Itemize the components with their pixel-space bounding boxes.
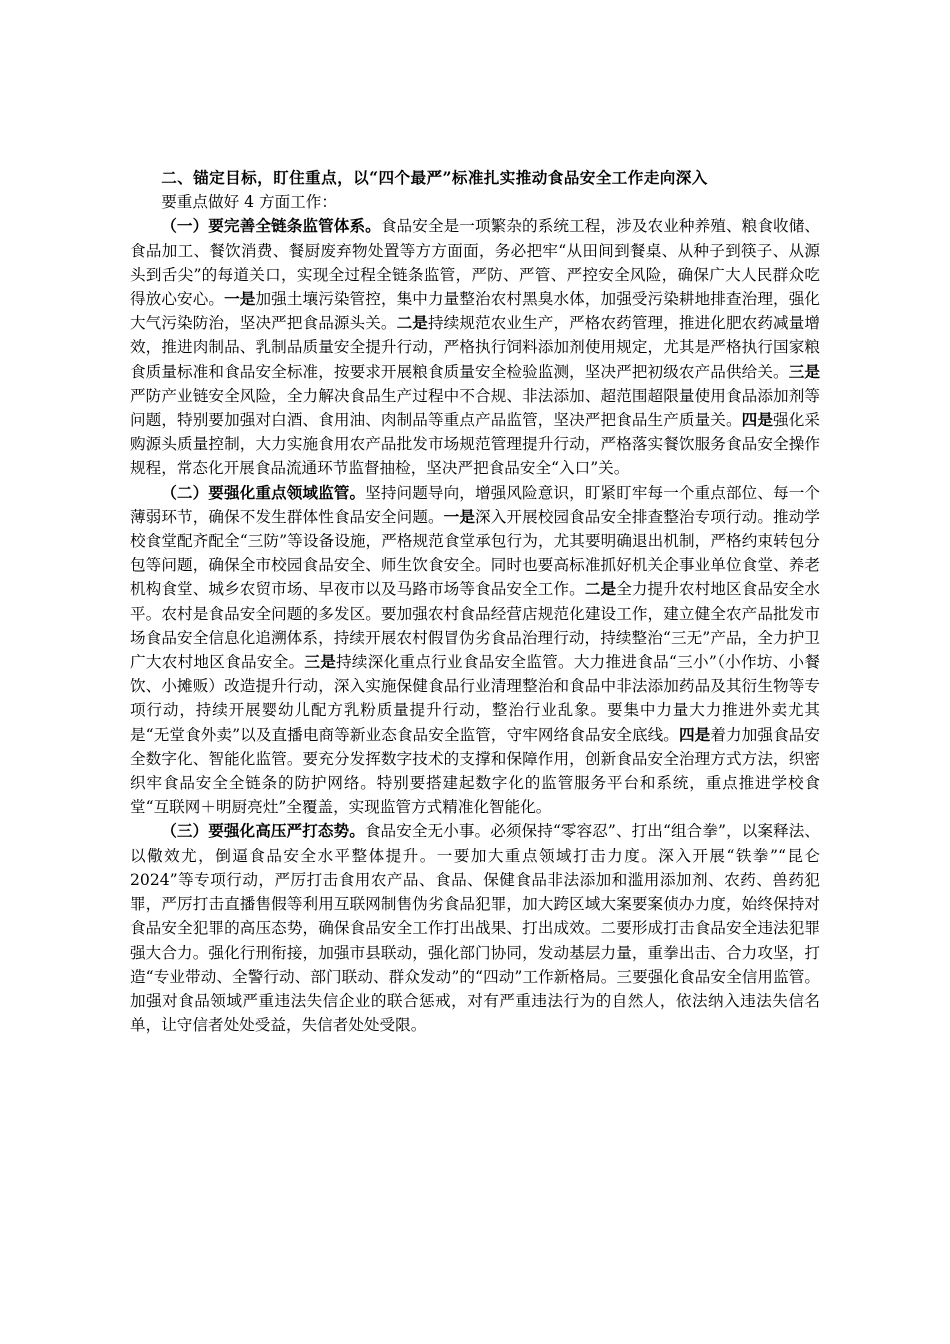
text-segment: 深入开展校园食品安全排查整治专项行动。推动学校食堂配齐配全“三防”等设备设施，严格规范食堂承包行为，尤其要明确退出机制，严格约束转包分包等问题，确保全市校园食品安全、师生饮食安全。同时也要高标准抓好机关企事业单位食堂、养老机构食堂、城乡农贸市场、早夜市以及马路市场等食品安全工作。 bbox=[130, 507, 820, 599]
section-3-paragraph bbox=[130, 819, 820, 1037]
text-segment: 着力加强食品安全数字化、智能化监管。要充分发挥数字技术的支撑和保障作用，创新食品安全治理方式方法，织密织牢食品安全全链条的防护网络。特别要搭建起数字化的监管服务平台和系统，重点推进学校食堂“互联网＋明厨亮灶”全覆盖，实现监管方式精准化智能化。 bbox=[130, 725, 820, 817]
text-segment: 强化采购源头质量控制，大力实施食用农产品批发市场规范管理提升行动，严格落实餐饮服务食品安全操作规程，常态化开展食品流通环节监督抽检，坚决严把食品安全“入口”关。 bbox=[130, 411, 820, 478]
bold-marker: 三是 bbox=[788, 361, 820, 381]
section-2-paragraph bbox=[130, 481, 820, 820]
section-heading: 二、锚定目标，盯住重点，以“四个最严”标准扎实推动食品安全工作走向深入 bbox=[161, 168, 708, 187]
bold-marker: 二是 bbox=[396, 313, 428, 333]
text-segment: 严防产业链安全风险，全力解决食品生产过程中不合规、非法添加、超范围超限量使用食品添加剂等问题，特别要加强对白酒、食用油、肉制品等重点产品监管，坚决严把食品生产质量关。 bbox=[130, 386, 820, 430]
text-segment: 持续深化重点行业食品安全监管。大力推进食品“三小”（小作坊、小餐饮、小摊贩）改造提升行动，深入实施保健食品行业清理整治和食品中非法添加药品及其衍生物等专项行动，持续开展婴幼儿配方乳粉质量提升行动，整治行业乱象。要集中力量大力推进外卖尤其是“无堂食外卖”以及直播电商等新业态食品安全监管，守牢网络食品安全底线。 bbox=[130, 653, 820, 744]
bold-marker: 三是 bbox=[304, 652, 337, 672]
text-segment: 食品安全无小事。必须保持“零容忍”、打出“组合拳”，以案释法、以儆效尤，倒逼食品安全水平整体提升。一要加大重点领域打击力度。深入开展“铁拳”“昆仑 2024”等专项行动，严厉打击食用农产品、食品、保健食品非法添加和滥用添加剂、农药、兽药犯罪，严厉打击直播售假等利用互联网制售伪劣食品犯罪，加大跨区域大案要案侦办力度，始终保持对食品安全犯罪的高压态势，确保食品安全工作打出战果、打出成效。二要形成打击食品安全违法犯罪强大合力。强化行刑衔接，加强市县联动，强化部门协同，发动基层力量，重拳出击、合力攻坚，打造“专业带动、全警行动、部门联动、群众发动”的“四动”工作新格局。三要强化食品安全信用监管。加强对食品领域严重违法失信企业的联合惩戒，对有严重违法行为的自然人，依法纳入违法失信名单，让守信者处处受益，失信者处处受限。 bbox=[130, 822, 820, 1035]
text-segment: 持续规范农业生产，严格农药管理，推进化肥农药减量增效，推进肉制品、乳制品质量安全提升行动，严格执行饲料添加剂使用规定，尤其是严格执行国家粮食质量标准和食品安全标准，按要求开展粮食质量安全检验监测，坚决严把初级农产品供给关。 bbox=[130, 314, 820, 381]
text-segment: 全力提升农村地区食品安全水平。农村是食品安全问题的多发区。要加强农村食品经营店规范化建设工作，建立健全农产品批发市场食品安全信息化追溯体系，持续开展农村假冒伪劣食品治理行动，持续整治“三无”产品，全力护卫广大农村地区食品安全。 bbox=[130, 580, 820, 672]
text-segment: 坚持问题导向，增强风险意识，盯紧盯牢每一个重点部位、每一个薄弱环节，确保不发生群体性食品安全问题。 bbox=[130, 483, 820, 526]
section-1-paragraph bbox=[130, 214, 820, 480]
bold-marker: 二是 bbox=[584, 579, 617, 599]
bold-marker: 一是 bbox=[224, 289, 256, 309]
document-page bbox=[130, 166, 820, 1037]
text-segment: 食品安全是一项繁杂的系统工程，涉及农业种养殖、粮食收储、食品加工、餐饮消费、餐厨废弃物处置等方方面面，务必把牢“从田间到餐桌、从种子到筷子、从源头到舌尖”的每道关口，实现全过程全链条监管，严防、严管、严控安全风险，确保广大人民群众吃得放心安心。 bbox=[130, 217, 820, 309]
section-2-title: （二）要强化重点领域监管。 bbox=[161, 482, 366, 502]
bold-marker: 四是 bbox=[741, 410, 774, 430]
bold-marker: 四是 bbox=[678, 724, 711, 744]
bold-marker: 一是 bbox=[443, 506, 476, 526]
section-3-title: （三）要强化高压严打态势。 bbox=[161, 821, 365, 841]
text-segment: 加强土壤污染管控，集中力量整治农村黑臭水体，加强受污染耕地排查治理，强化大气污染防治，坚决严把食品源头关。 bbox=[130, 290, 820, 333]
section-1-title: （一）要完善全链条监管体系。 bbox=[161, 216, 381, 236]
intro-line: 要重点做好 4 方面工作： bbox=[161, 193, 337, 212]
